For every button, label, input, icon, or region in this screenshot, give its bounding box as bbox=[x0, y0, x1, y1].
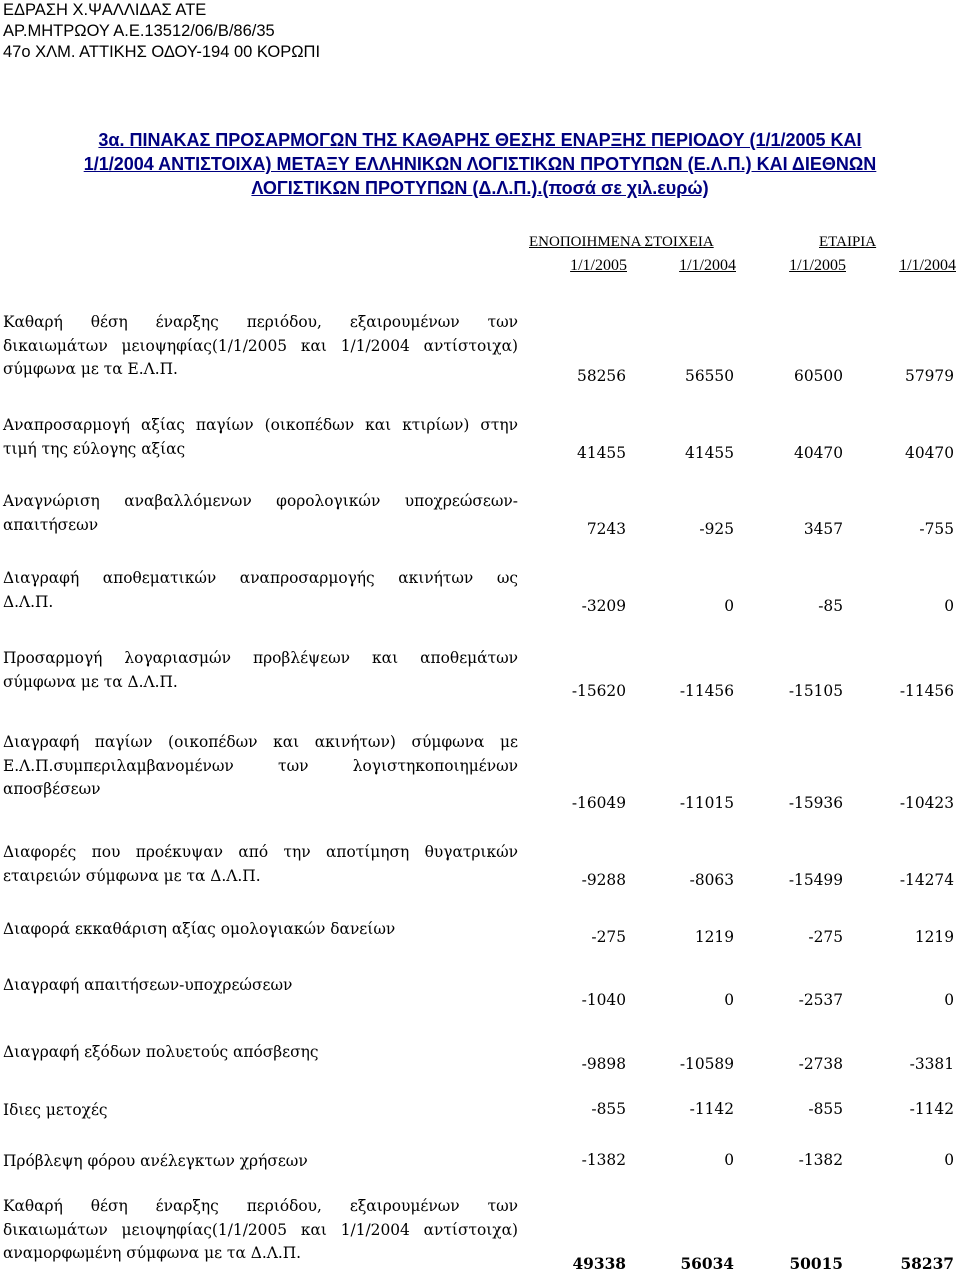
row-label-line: Ε.Λ.Π.συμπεριλαμβανομένων των λογιστηκοποιημένων bbox=[3, 756, 518, 775]
value-cell: 58256 bbox=[577, 367, 626, 385]
value-cell: 0 bbox=[724, 1151, 734, 1169]
value-cell: -3209 bbox=[581, 597, 626, 615]
row-label-line: δικαιωμάτων μειοψηφίας(1/1/2005 και 1/1/2004 αντίστοιχα) bbox=[3, 336, 518, 355]
title-line-3: ΛΟΓΙΣΤΙΚΩΝ ΠΡΟΤΥΠΩΝ (Δ.Λ.Π.).(ποσά σε χιλ.ευρώ) bbox=[251, 178, 709, 198]
value-cell: -855 bbox=[591, 1100, 626, 1118]
row-label-line: Ιδιες μετοχές bbox=[3, 1101, 108, 1119]
value-cell: -275 bbox=[591, 928, 626, 946]
value-cell: -15105 bbox=[788, 682, 843, 700]
value-cell: 60500 bbox=[794, 367, 843, 385]
row-values bbox=[0, 794, 960, 818]
row-label-line: Καθαρή θέση έναρξης περιόδου, εξαιρουμένων των bbox=[3, 313, 518, 331]
row-values bbox=[0, 1100, 960, 1124]
company-column-header: ΕΤΑΙΡΙΑ bbox=[819, 234, 877, 250]
title-line-1: 3α. ΠΙΝΑΚΑΣ ΠΡΟΣΑΡΜΟΓΩΝ ΤΗΣ ΚΑΘΑΡΗΣ ΘΕΣΗΣ ΕΝΑΡΞΗΣ ΠΕΡΙΟΔΟΥ (1/1/2005 ΚΑΙ bbox=[98, 130, 862, 150]
value-cell: 7243 bbox=[586, 520, 626, 538]
company-registry: ΑΡ.ΜΗΤΡΩΟΥ Α.Ε.13512/06/Β/86/35 bbox=[3, 22, 275, 40]
row-label-line: σύμφωνα με τα Δ.Λ.Π. bbox=[3, 672, 178, 691]
row-label-line: απαιτήσεων bbox=[3, 515, 99, 534]
row-label-line: Καθαρή θέση έναρξης περιόδου, εξαιρουμένων των bbox=[3, 1197, 518, 1215]
row-label-line: αναμορφωμένη σύμφωνα με τα Δ.Λ.Π. bbox=[3, 1244, 302, 1262]
value-cell: -11456 bbox=[899, 682, 954, 700]
value-cell: -1040 bbox=[581, 991, 626, 1009]
value-cell: -2537 bbox=[798, 991, 843, 1009]
row-values bbox=[0, 871, 960, 895]
row-values bbox=[0, 682, 960, 706]
row-values bbox=[0, 991, 960, 1015]
row-values bbox=[0, 928, 960, 952]
value-cell: 41455 bbox=[685, 444, 734, 462]
value-cell: -1382 bbox=[581, 1151, 626, 1169]
value-cell: 56034 bbox=[680, 1255, 734, 1273]
title-line-2: 1/1/2004 ΑΝΤΙΣΤΟΙΧΑ) ΜΕΤΑΞΥ ΕΛΛΗΝΙΚΩΝ ΛΟΓΙΣΤΙΚΩΝ ΠΡΟΤΥΠΩΝ (Ε.Λ.Π.) ΚΑΙ ΔΙΕΘΝΩΝ bbox=[83, 154, 877, 174]
row-label bbox=[3, 731, 518, 802]
value-cell: -10589 bbox=[679, 1055, 734, 1073]
value-cell: -16049 bbox=[571, 794, 626, 812]
company-name: ΕΔΡΑΣΗ Χ.ΨΑΛΛΙΔΑΣ ΑΤΕ bbox=[3, 1, 207, 19]
company-address: 47ο ΧΛΜ. ΑΤΤΙΚΗΣ ΟΔΟΥ-194 00 ΚΟΡΩΠΙ bbox=[3, 43, 321, 61]
row-label-line: Προσαρμογή λογαριασμών προβλέψεων και αποθεμάτων bbox=[3, 649, 518, 667]
value-cell: -8063 bbox=[689, 871, 734, 889]
row-values bbox=[0, 1055, 960, 1079]
date-header: 1/1/2004 bbox=[899, 257, 956, 274]
value-cell: 50015 bbox=[789, 1255, 843, 1273]
row-label-line: τιμή της εύλογης αξίας bbox=[3, 439, 186, 458]
value-cell: -1142 bbox=[689, 1100, 734, 1118]
row-values bbox=[0, 520, 960, 544]
date-header: 1/1/2005 bbox=[570, 257, 627, 274]
value-cell: 0 bbox=[724, 991, 734, 1009]
value-cell: -85 bbox=[818, 597, 843, 615]
value-cell: -15499 bbox=[788, 871, 843, 889]
row-label-line: δικαιωμάτων μειοψηφίας(1/1/2005 και 1/1/2004 αντίστοιχα) bbox=[3, 1220, 518, 1239]
value-cell: 1219 bbox=[914, 928, 954, 946]
value-cell: 49338 bbox=[572, 1255, 626, 1273]
row-label-line: αποσβέσεων bbox=[3, 780, 101, 798]
value-cell: 0 bbox=[944, 1151, 954, 1169]
value-cell: -755 bbox=[919, 520, 954, 538]
row-label-line: Διαγραφή αποθεματικών αναπροσαρμογής ακινήτων ως bbox=[3, 569, 518, 587]
row-label-line: σύμφωνα με τα Ε.Λ.Π. bbox=[3, 360, 178, 378]
date-header: 1/1/2004 bbox=[679, 257, 736, 274]
value-cell: -15936 bbox=[788, 794, 843, 812]
row-label-line: Πρόβλεψη φόρου ανέλεγκτων χρήσεων bbox=[3, 1152, 308, 1170]
row-label-line: Διαγραφή απαιτήσεων-υποχρεώσεων bbox=[3, 976, 293, 994]
value-cell: -2738 bbox=[798, 1055, 843, 1073]
value-cell: -11456 bbox=[679, 682, 734, 700]
value-cell: -14274 bbox=[899, 871, 954, 889]
row-label-line: εταιρειών σύμφωνα με τα Δ.Λ.Π. bbox=[3, 866, 261, 885]
value-cell: 1219 bbox=[694, 928, 734, 946]
value-cell: 40470 bbox=[905, 444, 954, 462]
row-values bbox=[0, 1255, 960, 1279]
value-cell: -10423 bbox=[899, 794, 954, 812]
consolidated-header: ΕΝΟΠΟΙΗΜΕΝΑ ΣΤΟΙΧΕΙΑ bbox=[529, 234, 714, 250]
value-cell: 3457 bbox=[803, 520, 843, 538]
value-cell: -3381 bbox=[909, 1055, 954, 1073]
value-cell: 56550 bbox=[685, 367, 734, 385]
value-cell: -855 bbox=[808, 1100, 843, 1118]
row-label-line: Αναπροσαρμογή αξίας παγίων (οικοπέδων και κτιρίων) στην bbox=[3, 416, 518, 434]
row-label-line: Διαγραφή παγίων (οικοπέδων και ακινήτων) σύμφωνα με bbox=[3, 733, 518, 751]
value-cell: -9898 bbox=[581, 1055, 626, 1073]
value-cell: 57979 bbox=[905, 367, 954, 385]
row-label-line: Αναγνώριση αναβαλλόμενων φορολογικών υποχρεώσεων- bbox=[3, 492, 518, 510]
value-cell: 40470 bbox=[794, 444, 843, 462]
row-values bbox=[0, 444, 960, 468]
row-values bbox=[0, 597, 960, 621]
value-cell: -11015 bbox=[679, 794, 734, 812]
value-cell: 0 bbox=[724, 597, 734, 615]
value-cell: -15620 bbox=[571, 682, 626, 700]
row-label-line: Διαφορά εκκαθάριση αξίας ομολογιακών δανείων bbox=[3, 920, 396, 938]
date-header: 1/1/2005 bbox=[789, 257, 846, 274]
value-cell: -1382 bbox=[798, 1151, 843, 1169]
row-label-line: Διαφορές που προέκυψαν από την αποτίμηση θυγατρικών bbox=[3, 843, 518, 861]
row-label-line: Διαγραφή εξόδων πολυετούς απόσβεσης bbox=[3, 1043, 319, 1061]
value-cell: -1142 bbox=[909, 1100, 954, 1118]
value-cell: 41455 bbox=[577, 444, 626, 462]
row-values bbox=[0, 1151, 960, 1175]
value-cell: -9288 bbox=[581, 871, 626, 889]
date-headers bbox=[0, 257, 960, 281]
table-title bbox=[0, 128, 960, 200]
value-cell: -275 bbox=[808, 928, 843, 946]
value-cell: 0 bbox=[944, 991, 954, 1009]
value-cell: 0 bbox=[944, 597, 954, 615]
company-header bbox=[3, 0, 320, 63]
value-cell: -925 bbox=[699, 520, 734, 538]
value-cell: 58237 bbox=[900, 1255, 954, 1273]
row-values bbox=[0, 367, 960, 391]
row-label-line: Δ.Λ.Π. bbox=[3, 592, 54, 611]
